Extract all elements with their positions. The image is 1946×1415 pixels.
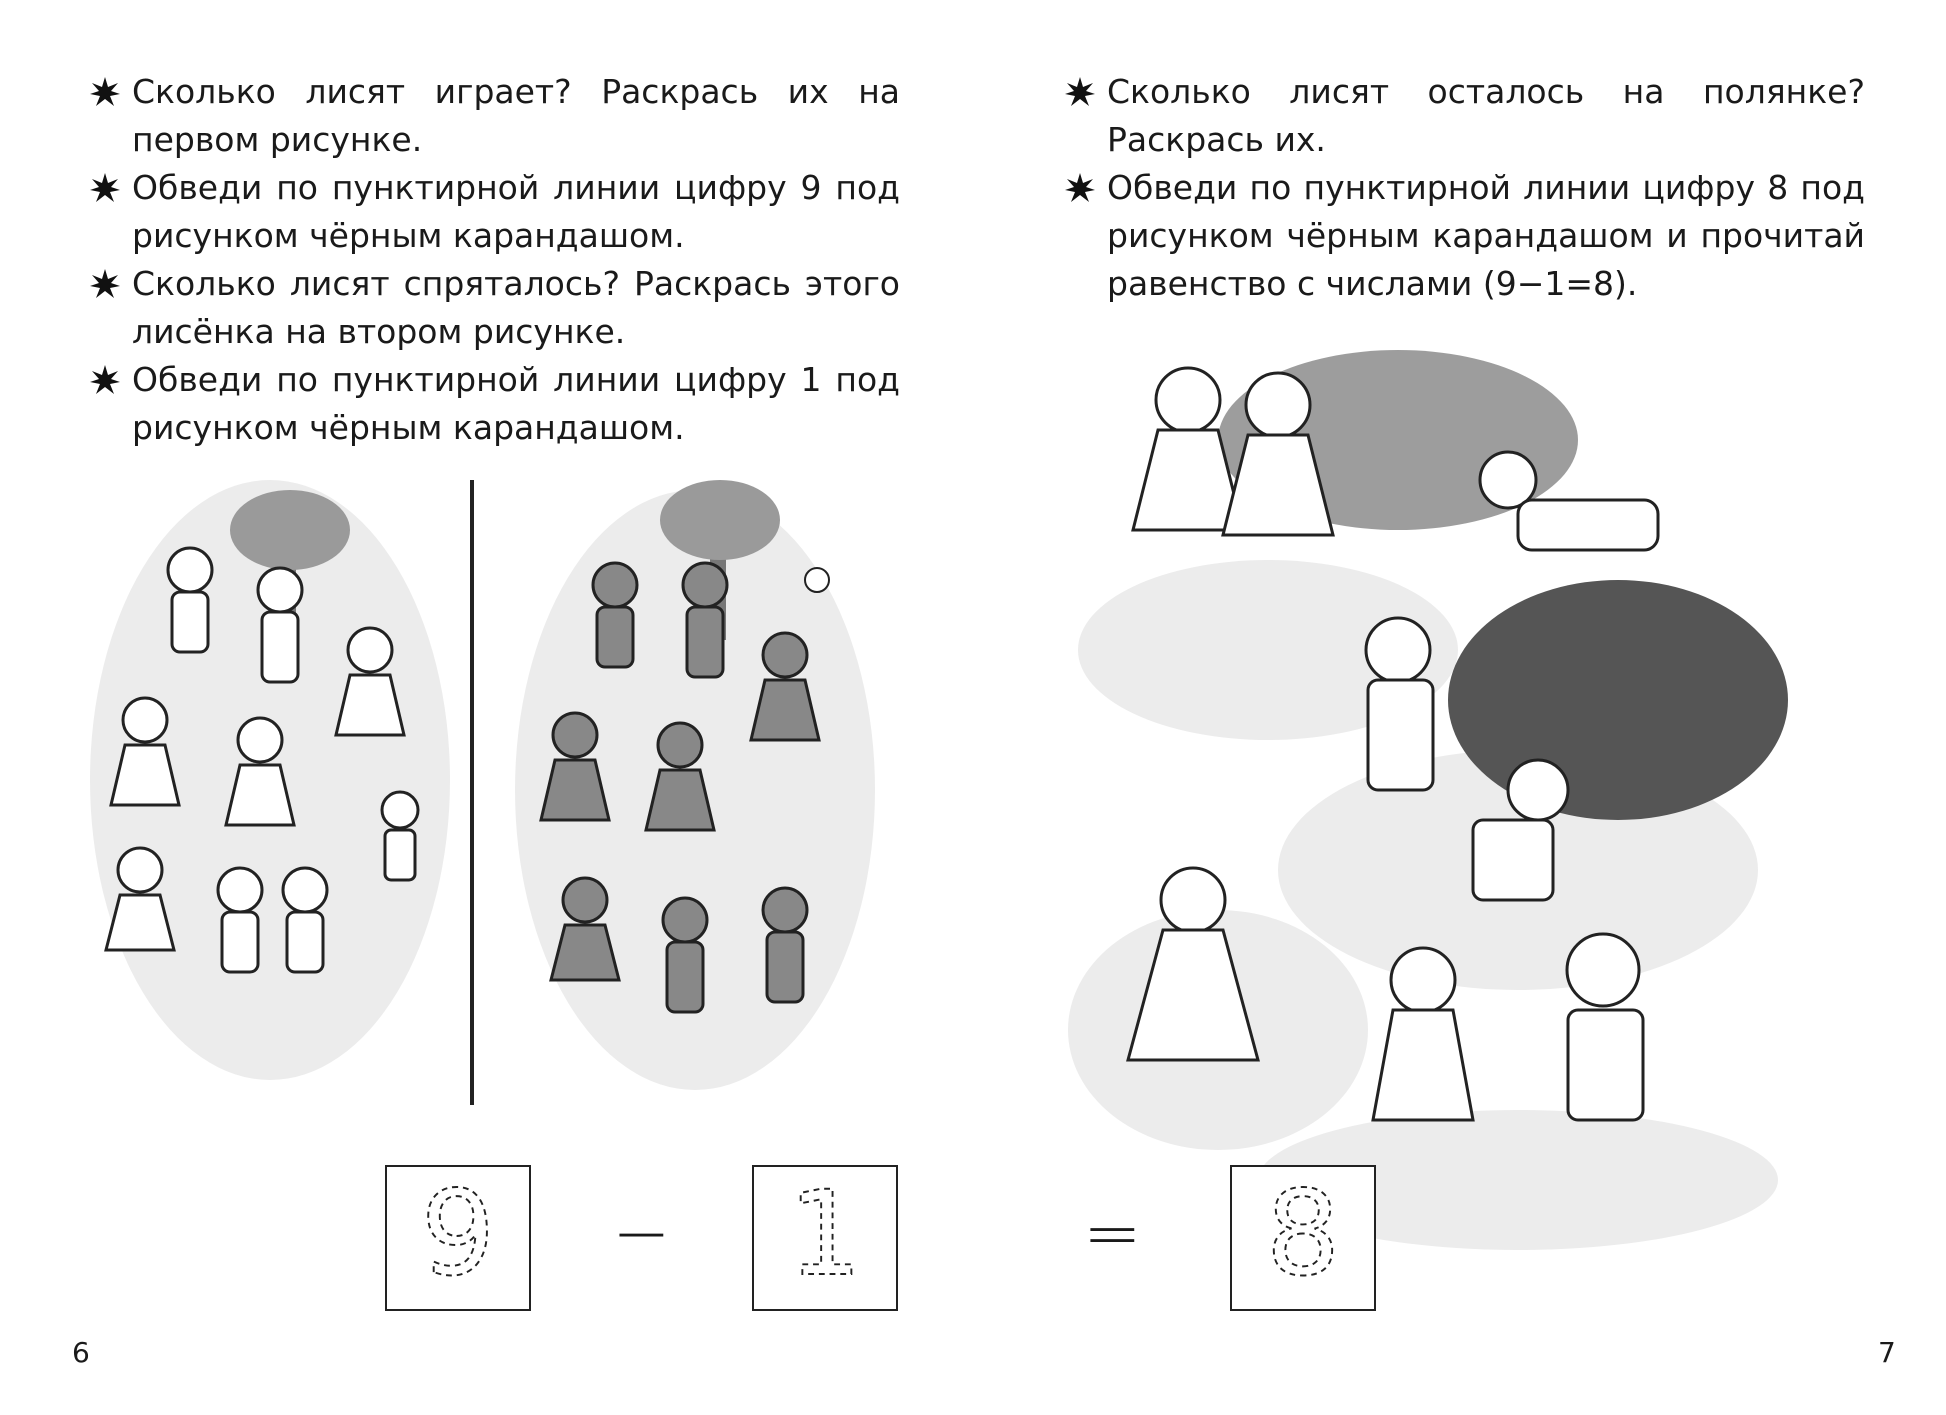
instruction-item: Обведи по пунктирной линии цифру 1 под рисунком чёрным карандашом. <box>90 356 900 452</box>
digit-box-8 <box>1230 1165 1376 1311</box>
page-number: 7 <box>1878 1336 1896 1369</box>
page-number: 6 <box>72 1336 90 1369</box>
equals-sign: = <box>1083 1192 1142 1274</box>
star-bullet-icon <box>90 77 120 107</box>
star-bullet-icon <box>90 173 120 203</box>
star-bullet-icon <box>1065 173 1095 203</box>
vertical-divider <box>470 480 474 1105</box>
minus-sign: − <box>612 1192 671 1274</box>
star-bullet-icon <box>90 269 120 299</box>
digit-box-1 <box>752 1165 898 1311</box>
instruction-list <box>90 68 900 452</box>
instruction-item: Сколько лисят играет? Раскрась их на первом рисунке. <box>90 68 900 164</box>
instruction-item: Обведи по пунктирной линии цифру 8 под рисунком чёрным карандашом и прочитай равенство с числами (9−1=8). <box>1065 164 1865 308</box>
dotted-digit: 8 <box>1265 1167 1341 1302</box>
foxes-meadow-illustration <box>1068 330 1858 1274</box>
foxes-shaded-illustration <box>505 470 885 1100</box>
star-bullet-icon <box>1065 77 1095 107</box>
instruction-item: Сколько лисят осталось на полянке? Раскрась их. <box>1065 68 1865 164</box>
dotted-digit: 1 <box>787 1167 863 1302</box>
instruction-item: Обведи по пунктирной линии цифру 9 под рисунком чёрным карандашом. <box>90 164 900 260</box>
hidden-fox-icon <box>805 568 829 592</box>
dotted-digit: 9 <box>420 1167 496 1302</box>
star-bullet-icon <box>90 365 120 395</box>
instruction-item: Сколько лисят спряталось? Раскрась этого лисёнка на втором рисунке. <box>90 260 900 356</box>
digit-box-9 <box>385 1165 531 1311</box>
foxes-playing-illustration <box>80 480 460 1100</box>
instruction-list <box>1065 68 1865 308</box>
right-page <box>973 0 1946 1415</box>
